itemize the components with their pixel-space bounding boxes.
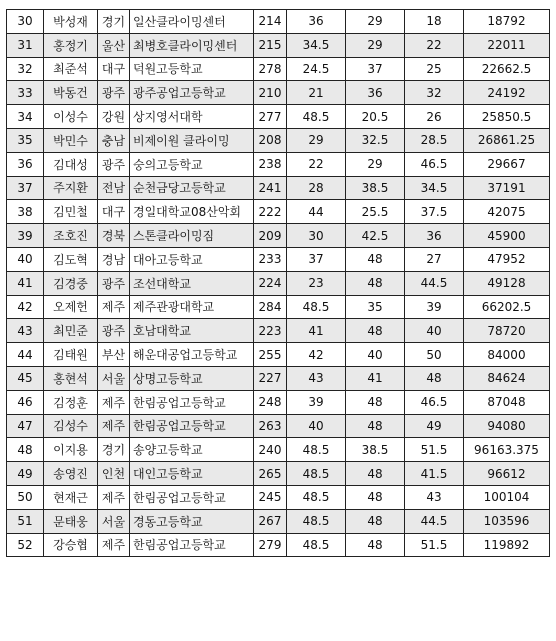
score-2-cell: 48 (346, 319, 405, 343)
number-cell: 284 (254, 295, 287, 319)
score-2-cell: 32.5 (346, 128, 405, 152)
affiliation-cell: 한림공업고등학교 (130, 533, 254, 557)
name-cell: 현재근 (44, 485, 98, 509)
rank-cell: 48 (7, 438, 44, 462)
affiliation-cell: 한림공업고등학교 (130, 390, 254, 414)
score-2-cell: 40 (346, 343, 405, 367)
region-cell: 제주 (98, 414, 130, 438)
table-row (7, 319, 550, 343)
score-2-cell: 38.5 (346, 176, 405, 200)
score-2-cell: 48 (346, 462, 405, 486)
number-cell: 248 (254, 390, 287, 414)
score-1-cell: 48.5 (287, 509, 346, 533)
affiliation-cell: 해운대공업고등학교 (130, 343, 254, 367)
name-cell: 최민준 (44, 319, 98, 343)
total-cell: 84624 (464, 366, 550, 390)
rank-cell: 41 (7, 271, 44, 295)
name-cell: 김정훈 (44, 390, 98, 414)
total-cell: 22662.5 (464, 57, 550, 81)
region-cell: 광주 (98, 271, 130, 295)
affiliation-cell: 스톤클라이밍짐 (130, 224, 254, 248)
affiliation-cell: 숭의고등학교 (130, 152, 254, 176)
rank-cell: 38 (7, 200, 44, 224)
score-2-cell: 25.5 (346, 200, 405, 224)
score-3-cell: 36 (405, 224, 464, 248)
score-1-cell: 48.5 (287, 105, 346, 129)
score-3-cell: 46.5 (405, 390, 464, 414)
score-1-cell: 30 (287, 224, 346, 248)
table-row (7, 200, 550, 224)
affiliation-cell: 경일대학교08산악회 (130, 200, 254, 224)
score-3-cell: 44.5 (405, 509, 464, 533)
score-2-cell: 20.5 (346, 105, 405, 129)
affiliation-cell: 한림공업고등학교 (130, 485, 254, 509)
region-cell: 인천 (98, 462, 130, 486)
number-cell: 241 (254, 176, 287, 200)
rank-cell: 31 (7, 33, 44, 57)
affiliation-cell: 대인고등학교 (130, 462, 254, 486)
score-2-cell: 37 (346, 57, 405, 81)
region-cell: 전남 (98, 176, 130, 200)
table-row (7, 509, 550, 533)
affiliation-cell: 제주관광대학교 (130, 295, 254, 319)
region-cell: 제주 (98, 533, 130, 557)
name-cell: 홍현석 (44, 366, 98, 390)
total-cell: 87048 (464, 390, 550, 414)
table-row (7, 390, 550, 414)
affiliation-cell: 덕원고등학교 (130, 57, 254, 81)
region-cell: 부산 (98, 343, 130, 367)
region-cell: 경기 (98, 438, 130, 462)
score-1-cell: 48.5 (287, 462, 346, 486)
score-3-cell: 34.5 (405, 176, 464, 200)
total-cell: 49128 (464, 271, 550, 295)
number-cell: 208 (254, 128, 287, 152)
name-cell: 홍정기 (44, 33, 98, 57)
score-3-cell: 25 (405, 57, 464, 81)
table-row (7, 462, 550, 486)
score-1-cell: 48.5 (287, 485, 346, 509)
score-2-cell: 29 (346, 10, 405, 34)
region-cell: 대구 (98, 57, 130, 81)
name-cell: 문태웅 (44, 509, 98, 533)
name-cell: 박민수 (44, 128, 98, 152)
score-3-cell: 48 (405, 366, 464, 390)
total-cell: 24192 (464, 81, 550, 105)
table-row (7, 295, 550, 319)
number-cell: 223 (254, 319, 287, 343)
affiliation-cell: 비제이원 클라이밍 (130, 128, 254, 152)
score-3-cell: 27 (405, 247, 464, 271)
score-2-cell: 29 (346, 33, 405, 57)
table-row (7, 533, 550, 557)
number-cell: 263 (254, 414, 287, 438)
region-cell: 제주 (98, 295, 130, 319)
score-3-cell: 44.5 (405, 271, 464, 295)
table-row (7, 105, 550, 129)
score-2-cell: 48 (346, 414, 405, 438)
total-cell: 84000 (464, 343, 550, 367)
rank-cell: 36 (7, 152, 44, 176)
table-row (7, 57, 550, 81)
rank-cell: 47 (7, 414, 44, 438)
score-3-cell: 37.5 (405, 200, 464, 224)
score-2-cell: 48 (346, 485, 405, 509)
rank-cell: 45 (7, 366, 44, 390)
number-cell: 215 (254, 33, 287, 57)
score-3-cell: 18 (405, 10, 464, 34)
total-cell: 47952 (464, 247, 550, 271)
score-1-cell: 28 (287, 176, 346, 200)
score-1-cell: 40 (287, 414, 346, 438)
score-1-cell: 48.5 (287, 438, 346, 462)
score-1-cell: 48.5 (287, 533, 346, 557)
score-1-cell: 48.5 (287, 295, 346, 319)
region-cell: 울산 (98, 33, 130, 57)
number-cell: 214 (254, 10, 287, 34)
table-row (7, 247, 550, 271)
score-3-cell: 26 (405, 105, 464, 129)
total-cell: 66202.5 (464, 295, 550, 319)
region-cell: 대구 (98, 200, 130, 224)
score-2-cell: 48 (346, 533, 405, 557)
rank-cell: 37 (7, 176, 44, 200)
total-cell: 22011 (464, 33, 550, 57)
number-cell: 255 (254, 343, 287, 367)
total-cell: 42075 (464, 200, 550, 224)
name-cell: 주지환 (44, 176, 98, 200)
score-2-cell: 48 (346, 509, 405, 533)
score-1-cell: 42 (287, 343, 346, 367)
total-cell: 100104 (464, 485, 550, 509)
table-row (7, 485, 550, 509)
score-1-cell: 44 (287, 200, 346, 224)
score-3-cell: 51.5 (405, 533, 464, 557)
number-cell: 233 (254, 247, 287, 271)
rank-cell: 52 (7, 533, 44, 557)
score-1-cell: 22 (287, 152, 346, 176)
total-cell: 96612 (464, 462, 550, 486)
affiliation-cell: 한림공업고등학교 (130, 414, 254, 438)
total-cell: 103596 (464, 509, 550, 533)
number-cell: 210 (254, 81, 287, 105)
region-cell: 광주 (98, 152, 130, 176)
number-cell: 265 (254, 462, 287, 486)
total-cell: 78720 (464, 319, 550, 343)
affiliation-cell: 송양고등학교 (130, 438, 254, 462)
score-3-cell: 40 (405, 319, 464, 343)
score-1-cell: 21 (287, 81, 346, 105)
table-row (7, 128, 550, 152)
total-cell: 25850.5 (464, 105, 550, 129)
region-cell: 경기 (98, 10, 130, 34)
total-cell: 96163.375 (464, 438, 550, 462)
number-cell: 222 (254, 200, 287, 224)
affiliation-cell: 순천금당고등학교 (130, 176, 254, 200)
score-2-cell: 48 (346, 271, 405, 295)
score-3-cell: 49 (405, 414, 464, 438)
score-2-cell: 35 (346, 295, 405, 319)
number-cell: 209 (254, 224, 287, 248)
number-cell: 227 (254, 366, 287, 390)
table-row (7, 366, 550, 390)
table-row (7, 224, 550, 248)
region-cell: 서울 (98, 366, 130, 390)
name-cell: 오제헌 (44, 295, 98, 319)
number-cell: 240 (254, 438, 287, 462)
region-cell: 충남 (98, 128, 130, 152)
affiliation-cell: 호남대학교 (130, 319, 254, 343)
number-cell: 267 (254, 509, 287, 533)
total-cell: 29667 (464, 152, 550, 176)
table-body (7, 10, 550, 557)
table-row (7, 343, 550, 367)
affiliation-cell: 일산클라이밍센터 (130, 10, 254, 34)
rank-cell: 49 (7, 462, 44, 486)
score-2-cell: 36 (346, 81, 405, 105)
rank-cell: 35 (7, 128, 44, 152)
region-cell: 제주 (98, 485, 130, 509)
number-cell: 224 (254, 271, 287, 295)
score-3-cell: 28.5 (405, 128, 464, 152)
region-cell: 광주 (98, 81, 130, 105)
score-1-cell: 23 (287, 271, 346, 295)
score-3-cell: 22 (405, 33, 464, 57)
number-cell: 278 (254, 57, 287, 81)
rank-cell: 33 (7, 81, 44, 105)
ranking-table (6, 9, 550, 557)
region-cell: 경남 (98, 247, 130, 271)
table-row (7, 33, 550, 57)
score-1-cell: 37 (287, 247, 346, 271)
affiliation-cell: 경동고등학교 (130, 509, 254, 533)
name-cell: 이지용 (44, 438, 98, 462)
total-cell: 94080 (464, 414, 550, 438)
rank-cell: 34 (7, 105, 44, 129)
score-3-cell: 50 (405, 343, 464, 367)
score-1-cell: 41 (287, 319, 346, 343)
score-1-cell: 34.5 (287, 33, 346, 57)
score-1-cell: 36 (287, 10, 346, 34)
total-cell: 45900 (464, 224, 550, 248)
affiliation-cell: 상명고등학교 (130, 366, 254, 390)
score-3-cell: 41.5 (405, 462, 464, 486)
total-cell: 26861.25 (464, 128, 550, 152)
rank-cell: 40 (7, 247, 44, 271)
score-2-cell: 48 (346, 247, 405, 271)
table-row (7, 81, 550, 105)
name-cell: 박성재 (44, 10, 98, 34)
score-1-cell: 43 (287, 366, 346, 390)
name-cell: 박동건 (44, 81, 98, 105)
total-cell: 37191 (464, 176, 550, 200)
name-cell: 김성수 (44, 414, 98, 438)
score-2-cell: 41 (346, 366, 405, 390)
rank-cell: 51 (7, 509, 44, 533)
name-cell: 김도혁 (44, 247, 98, 271)
name-cell: 송영진 (44, 462, 98, 486)
table-row (7, 176, 550, 200)
region-cell: 광주 (98, 319, 130, 343)
rank-cell: 30 (7, 10, 44, 34)
name-cell: 김대성 (44, 152, 98, 176)
region-cell: 경북 (98, 224, 130, 248)
score-2-cell: 38.5 (346, 438, 405, 462)
name-cell: 조호진 (44, 224, 98, 248)
name-cell: 김민철 (44, 200, 98, 224)
score-2-cell: 42.5 (346, 224, 405, 248)
region-cell: 제주 (98, 390, 130, 414)
table-row (7, 438, 550, 462)
region-cell: 강원 (98, 105, 130, 129)
affiliation-cell: 조선대학교 (130, 271, 254, 295)
score-3-cell: 46.5 (405, 152, 464, 176)
affiliation-cell: 상지영서대학 (130, 105, 254, 129)
affiliation-cell: 최병호클라이밍센터 (130, 33, 254, 57)
score-3-cell: 51.5 (405, 438, 464, 462)
affiliation-cell: 대아고등학교 (130, 247, 254, 271)
rank-cell: 50 (7, 485, 44, 509)
table-row (7, 152, 550, 176)
number-cell: 277 (254, 105, 287, 129)
score-1-cell: 39 (287, 390, 346, 414)
rank-cell: 44 (7, 343, 44, 367)
name-cell: 김태원 (44, 343, 98, 367)
rank-cell: 43 (7, 319, 44, 343)
score-3-cell: 39 (405, 295, 464, 319)
rank-cell: 39 (7, 224, 44, 248)
rank-cell: 46 (7, 390, 44, 414)
number-cell: 238 (254, 152, 287, 176)
total-cell: 18792 (464, 10, 550, 34)
region-cell: 서울 (98, 509, 130, 533)
score-3-cell: 43 (405, 485, 464, 509)
total-cell: 119892 (464, 533, 550, 557)
score-1-cell: 29 (287, 128, 346, 152)
score-2-cell: 29 (346, 152, 405, 176)
table-row (7, 414, 550, 438)
score-3-cell: 32 (405, 81, 464, 105)
number-cell: 279 (254, 533, 287, 557)
rank-cell: 42 (7, 295, 44, 319)
number-cell: 245 (254, 485, 287, 509)
name-cell: 최준석 (44, 57, 98, 81)
score-1-cell: 24.5 (287, 57, 346, 81)
score-2-cell: 48 (346, 390, 405, 414)
table-row (7, 271, 550, 295)
affiliation-cell: 광주공업고등학교 (130, 81, 254, 105)
name-cell: 김경중 (44, 271, 98, 295)
rank-cell: 32 (7, 57, 44, 81)
name-cell: 이성수 (44, 105, 98, 129)
name-cell: 강승협 (44, 533, 98, 557)
table-row (7, 10, 550, 34)
